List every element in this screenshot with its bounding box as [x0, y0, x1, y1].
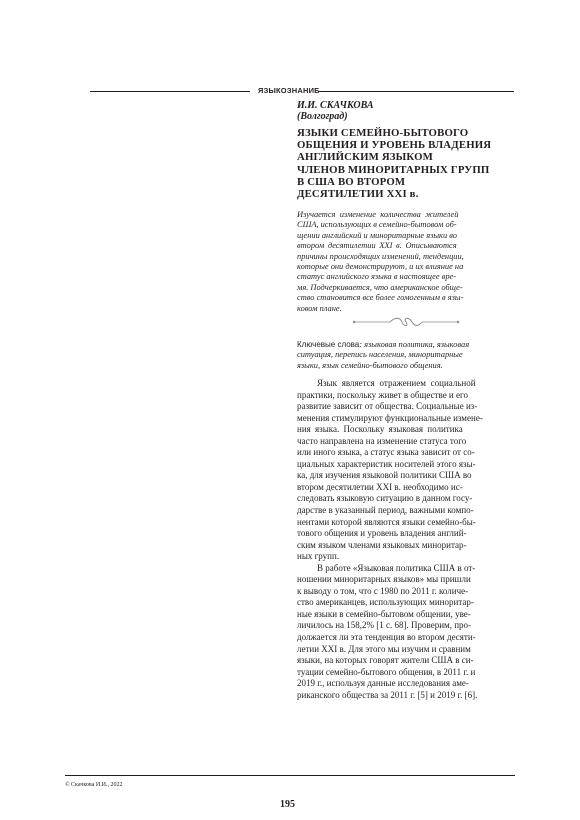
- body-line: должается ли эта тенденция во втором десяти-: [297, 632, 476, 643]
- keywords-line: языки, язык семейно-бытового общения.: [297, 360, 443, 370]
- copyright: © Скачкова И.И., 2022: [65, 782, 123, 788]
- body-line: В работе «Языковая политика США в от-: [317, 562, 476, 573]
- author-city: (Волгоград): [297, 111, 348, 122]
- body-line: или иного языка, а статус языка зависит от со-: [297, 447, 475, 458]
- abstract-line: которые они демонстрируют, и их влияние на: [297, 262, 464, 272]
- header-rule-left: [90, 91, 250, 92]
- body-line: ные языки в семейно-бытовом общении, уве-: [297, 608, 471, 619]
- keywords-label: Ключевые слова: [297, 340, 360, 349]
- body-text: [297, 378, 515, 701]
- body-line: циальных характеристик носителей этого язы-: [297, 458, 476, 469]
- abstract-line: статус английского языка в настоящее вре-: [297, 272, 457, 282]
- abstract-line: щении английский и миноритарные языки во: [297, 230, 457, 240]
- author-name: И.И. СКАЧКОВА: [297, 100, 374, 111]
- keywords-line: : языковая политика, языковая: [359, 340, 470, 349]
- body-line: личилось на 158,2% [1 с. 68]. Проверим, про-: [297, 620, 472, 631]
- page-number: 195: [280, 799, 295, 810]
- body-line: ния языка. Поскольку языковая политика: [297, 424, 463, 435]
- title-line: В США ВО ВТОРОМ: [297, 175, 406, 188]
- title-line: ЧЛЕНОВ МИНОРИТАРНЫХ ГРУПП: [297, 163, 490, 176]
- body-line: Язык является отражением социальной: [317, 378, 476, 388]
- body-line: часто направлена на изменение статуса того: [297, 435, 467, 446]
- body-line: следовать языковую ситуацию в данном госу-: [297, 493, 473, 504]
- abstract-line: мя. Подчеркивается, что американское обще-: [297, 282, 463, 292]
- body-line: ных групп.: [297, 551, 340, 562]
- abstract-line: ковом плане.: [297, 303, 342, 313]
- body-line: ство американцев, использующих миноритар-: [297, 597, 474, 608]
- ornament-divider: [352, 316, 460, 328]
- title-line: ЯЗЫКИ СЕМЕЙНО-БЫТОВОГО: [297, 127, 469, 139]
- body-line: нентами которой являются языки семейно-бы-: [297, 516, 476, 527]
- body-line: риканского общества за 2011 г. [5] и 2019 г. [6].: [297, 689, 478, 700]
- body-line: ка, для изучения языковой политики США во: [297, 470, 472, 481]
- title-line: ОБЩЕНИЯ И УРОВЕНЬ ВЛАДЕНИЯ: [297, 139, 492, 152]
- abstract-line: ство становится все более гомогенным в язы-: [297, 293, 464, 303]
- keywords-line: ситуация, перепись населения, миноритарные: [297, 350, 463, 360]
- body-line: к выводу о том, что с 1980 по 2011 г. количе-: [297, 585, 469, 596]
- body-line: менения стимулируют функциональные измене-: [297, 412, 483, 423]
- body-line: языки, на которых говорят жители США в си-: [297, 655, 474, 666]
- body-line: 2019 г., используя данные исследования аме-: [297, 678, 469, 689]
- body-line: туации семейно-бытового общения, в 2011 г. и: [297, 666, 476, 677]
- abstract-line: Изучается изменение количества жителей: [297, 210, 459, 219]
- body-line: практики, поскольку живет в обществе и его: [297, 389, 468, 400]
- body-line: ношении миноритарных языков» мы пришли: [297, 574, 471, 585]
- header-rule-right: [318, 91, 514, 92]
- abstract-line: США, использующих в семейно-бытовом об-: [297, 220, 457, 230]
- abstract-line: причины происходящих изменений, тенденции,: [297, 251, 464, 261]
- keywords: [297, 340, 512, 371]
- body-line: дарстве в указанный период, важными компо-: [297, 505, 474, 516]
- title-line: ДЕСЯТИЛЕТИИ XXI в.: [297, 188, 419, 201]
- footer-rule: [65, 775, 515, 776]
- body-line: ским языком членами языковых миноритар-: [297, 539, 467, 550]
- body-line: тового общения и уровень владения англий-: [297, 528, 467, 539]
- section-title: ЯЗЫКОЗНАНИЕ: [258, 86, 320, 95]
- abstract: [297, 210, 512, 314]
- abstract-line: втором десятилетии XXI в. Описываются: [297, 241, 457, 251]
- body-line: летии XXI в. Для этого мы изучим и сравним: [297, 643, 471, 654]
- author-block: [297, 100, 374, 122]
- title-line: АНГЛИЙСКИМ ЯЗЫКОМ: [297, 151, 433, 164]
- body-line: втором десятилетии XXI в. необходимо ис-: [297, 481, 463, 492]
- article-title: [297, 127, 517, 200]
- body-line: развитие зависит от общества. Социальные из-: [297, 401, 478, 412]
